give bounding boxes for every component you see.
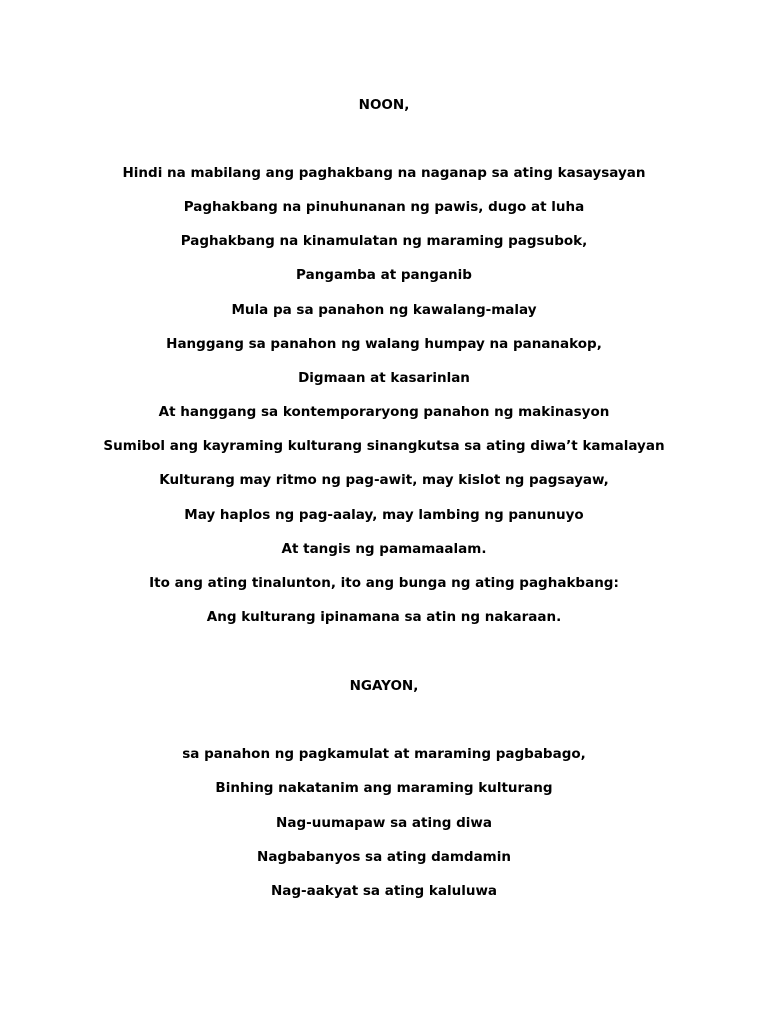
poem-line: Paghakbang na pinuhunanan ng pawis, dugo at luha: [183, 199, 585, 215]
poem-line: Nag-aakyat sa ating kaluluwa: [270, 883, 498, 899]
poem-line: Nagbabanyos sa ating damdamin: [257, 849, 511, 865]
poem-line: At hanggang sa kontemporaryong panahon ng makinasyon: [158, 404, 610, 420]
poem-line: May haplos ng pag-aalay, may lambing ng panunuyo: [184, 507, 584, 523]
poem-line: Ang kulturang ipinamana sa atin ng nakaraan.: [206, 609, 562, 625]
poem-line: Paghakbang na kinamulatan ng maraming pagsubok,: [180, 233, 588, 249]
poem-line: At tangis ng pamamaalam.: [281, 541, 487, 557]
poem-line: Mula pa sa panahon ng kawalang-malay: [231, 302, 537, 318]
poem-line: Hindi na mabilang ang paghakbang na naganap sa ating kasaysayan: [122, 165, 646, 181]
poem-line: Kulturang may ritmo ng pag-awit, may kislot ng pagsayaw,: [159, 472, 609, 488]
poem-line: Digmaan at kasarinlan: [298, 370, 470, 386]
poem-line: Hanggang sa panahon ng walang humpay na pananakop,: [166, 336, 602, 352]
poem-line: Binhing nakatanim ang maraming kulturang: [215, 780, 553, 796]
poem-line: Pangamba at panganib: [296, 267, 472, 283]
section-heading-noon: NOON,: [358, 97, 410, 113]
section-heading-ngayon: NGAYON,: [349, 678, 419, 694]
poem-line: Nag-uumapaw sa ating diwa: [276, 815, 492, 831]
poem-line: Ito ang ating tinalunton, ito ang bunga ng ating paghakbang:: [149, 575, 619, 591]
poem-line: sa panahon ng pagkamulat at maraming pagbabago,: [182, 746, 586, 762]
poem-line: Sumibol ang kayraming kulturang sinangkutsa sa ating diwa’t kamalayan: [103, 438, 665, 454]
